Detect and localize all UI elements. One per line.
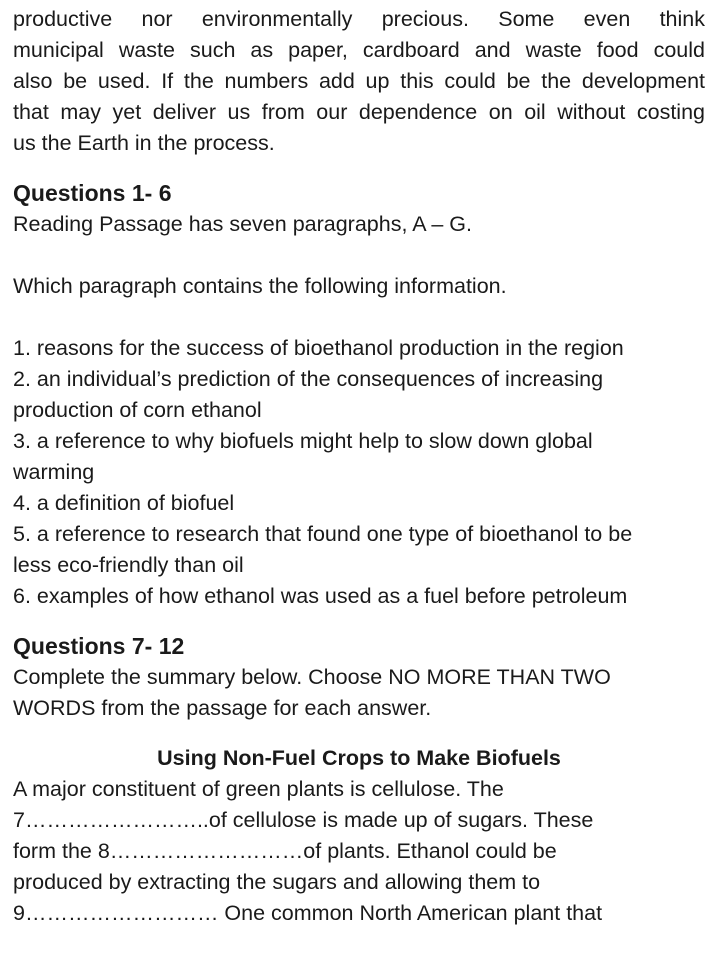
question-item: 6. examples of how ethanol was used as a fuel before petroleum (13, 584, 628, 608)
summary-line: produced by extracting the sugars and allowing them to (13, 870, 541, 894)
summary-line: 7……………………..of cellulose is made up of sugars. These (13, 808, 594, 832)
questions-1-6-section (13, 178, 705, 612)
question-item: 3. a reference to why biofuels might help to slow down global (13, 429, 593, 453)
spacer (13, 240, 705, 271)
question-item: 5. a reference to research that found one type of bioethanol to be (13, 522, 633, 546)
passage-end (13, 4, 705, 159)
questions-7-12-instruction: Complete the summary below. Choose NO MORE THAN TWO (13, 665, 611, 689)
question-item: 1. reasons for the success of bioethanol production in the region (13, 336, 624, 360)
questions-1-6-intro: Reading Passage has seven paragraphs, A – G. (13, 212, 472, 236)
summary-line: form the 8………………………of plants. Ethanol could be (13, 839, 557, 863)
summary-line: A major constituent of green plants is cellulose. The (13, 777, 504, 801)
questions-1-6-heading: Questions 1- 6 (13, 180, 172, 206)
spacer (13, 302, 705, 333)
questions-7-12-instruction: WORDS from the passage for each answer. (13, 696, 432, 720)
summary-line: 9……………………… One common North American plant that (13, 901, 603, 925)
questions-7-12-section (13, 631, 705, 929)
questions-7-12-heading: Questions 7- 12 (13, 633, 185, 659)
spacer (13, 724, 705, 743)
question-item: production of corn ethanol (13, 398, 262, 422)
passage-line: also be used. If the numbers add up this could be the development (13, 69, 705, 93)
questions-1-6-instruction: Which paragraph contains the following information. (13, 274, 507, 298)
spacer (13, 612, 705, 631)
question-item: less eco-friendly than oil (13, 553, 244, 577)
summary-title: Using Non-Fuel Crops to Make Biofuels (157, 746, 561, 770)
document-page (13, 4, 705, 929)
passage-line: productive nor environmentally precious. Some even think (13, 7, 705, 31)
passage-line: municipal waste such as paper, cardboard and waste food could (13, 38, 705, 62)
passage-line: us the Earth in the process. (13, 131, 275, 155)
question-item: 2. an individual’s prediction of the consequences of increasing (13, 367, 604, 391)
question-item: 4. a definition of biofuel (13, 491, 235, 515)
question-item: warming (13, 460, 95, 484)
passage-line: that may yet deliver us from our dependence on oil without costing (13, 100, 705, 124)
spacer (13, 159, 705, 178)
